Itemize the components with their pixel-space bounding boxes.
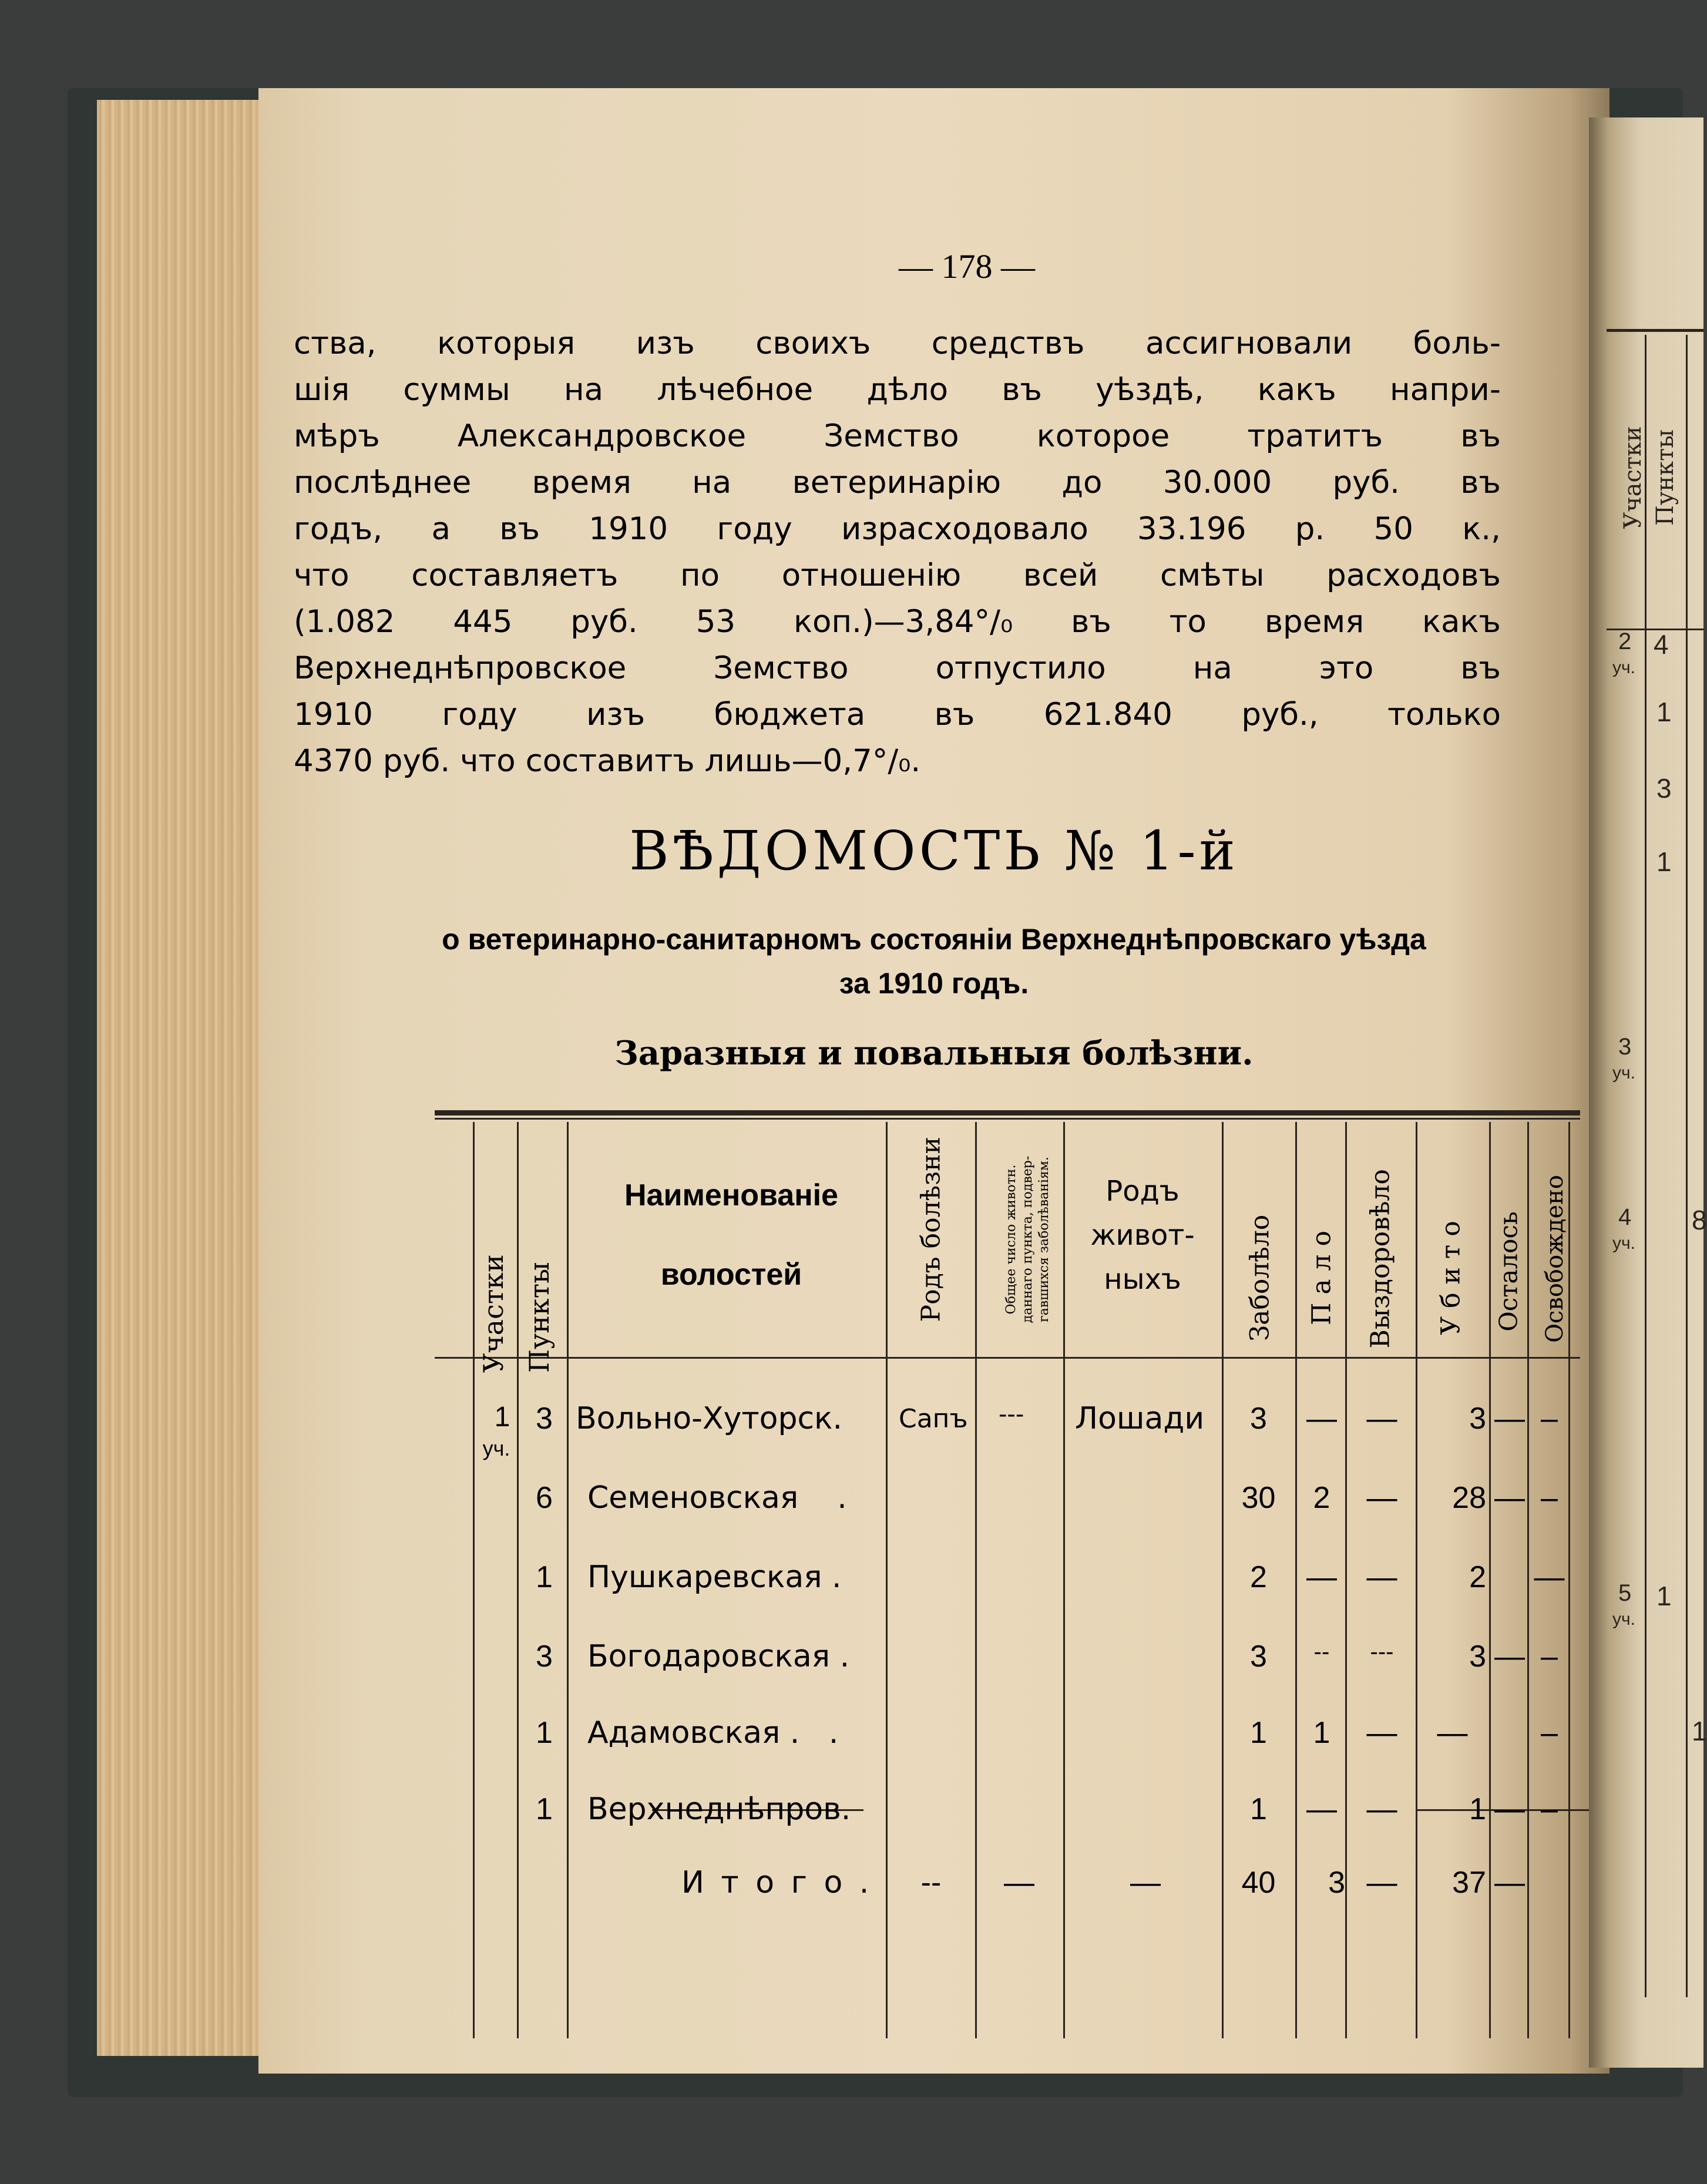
cell-zabolelo: 30 (1241, 1481, 1276, 1515)
cell-punkty: 3 (536, 1639, 553, 1674)
body-line: 1910 году изъ бюджета въ 621.840 руб., только (294, 697, 1501, 733)
header-naimenovanie: Наименованіе (624, 1178, 838, 1212)
cell-zabolelo: 3 (1250, 1402, 1267, 1436)
total-ostalos: — (1494, 1866, 1525, 1900)
table-top-rule (435, 1110, 1580, 1115)
header-rod-bolezni: Родъ болѣзни (916, 1137, 946, 1322)
total-zhivotnye: — (1130, 1866, 1161, 1900)
cell-palo: — (1306, 1560, 1337, 1594)
cell-vyzdorovelo: — (1366, 1402, 1397, 1436)
cell-ostalos: — (1494, 1481, 1525, 1515)
cell-zhivotnye: Лошади (1075, 1401, 1205, 1436)
cell-palo: 2 (1313, 1481, 1330, 1515)
cell-ubito: 1 (1469, 1792, 1486, 1826)
right-uch-label: уч. (1612, 1063, 1635, 1083)
table-column-line (517, 1122, 519, 2038)
cell-palo: -- (1313, 1639, 1330, 1665)
body-line: ства, которыя изъ своихъ средствъ ассигновали боль- (294, 325, 1501, 361)
cell-vyzdorovelo: — (1366, 1716, 1397, 1750)
section-title: Заразныя и повальныя болѣзни. (614, 1034, 1254, 1073)
cell-volost: Пушкаревская . (587, 1560, 842, 1595)
cell-ubito: 3 (1469, 1402, 1486, 1436)
cell-ubito: — (1437, 1716, 1468, 1750)
right-punkt: 8 (1692, 1205, 1707, 1235)
header-obshchee-chislo (1003, 1140, 1053, 1339)
cell-palo: 1 (1313, 1716, 1330, 1750)
right-punkt: 1 (1656, 697, 1672, 727)
right-column-line (1686, 335, 1688, 1997)
header-ubito: У б и т о (1436, 1221, 1466, 1335)
cell-ostalos: — (1494, 1402, 1525, 1436)
cell-zabolelo: 1 (1250, 1716, 1267, 1750)
table-column-line (1222, 1122, 1224, 2038)
cell-volost: Верхнеднѣпров. (587, 1792, 851, 1827)
header-volostey: волостей (660, 1258, 802, 1292)
header-uchastki: Участки (478, 1254, 509, 1373)
table-column-line (1295, 1122, 1297, 2038)
document-subheading: о ветеринарно-санитарномъ состояніи Верхнеднѣпровскаго уѣзда (442, 923, 1426, 956)
header-osvobozhdeno: Освобождено (1541, 1175, 1568, 1343)
cell-volost: Семеновская . (587, 1480, 847, 1516)
right-header-punkty: Пункты (1652, 429, 1679, 526)
right-uch-label: уч. (1612, 658, 1635, 677)
cell-osvobozhdeno: — (1534, 1560, 1565, 1594)
cell-punkty: 6 (536, 1481, 553, 1515)
cell-bolezn: Сапъ (899, 1404, 968, 1434)
cell-volost: Вольно-Хуторск. (576, 1401, 842, 1436)
document-subheading-year: за 1910 годъ. (839, 967, 1029, 1000)
table-column-line (473, 1122, 475, 2038)
header-obshchee-line: даннаго пункта, подвер- (1020, 1155, 1035, 1323)
total-bolezn: -- (920, 1866, 942, 1900)
body-line: Верхнеднѣпровское Земство отпустило на это въ (294, 650, 1501, 686)
cell-osvobozhdeno: – (1541, 1716, 1558, 1750)
cell-ubito: 3 (1469, 1639, 1486, 1674)
table-column-line (1568, 1122, 1570, 2038)
table-column-line (1489, 1122, 1491, 2038)
header-punkty: Пункты (523, 1262, 555, 1373)
body-line: что составляетъ по отношенію всей смѣты расходовъ (294, 557, 1501, 593)
body-paragraph (294, 320, 1501, 784)
cell-vyzdorovelo: — (1366, 1481, 1397, 1515)
cell-osvobozhdeno: – (1541, 1481, 1558, 1515)
cell-ostalos: — (1494, 1792, 1525, 1826)
cell-obshchee: --- (999, 1401, 1024, 1428)
right-uch: 2 (1618, 629, 1632, 654)
table-column-line (1527, 1122, 1529, 2038)
right-uch: 4 (1618, 1204, 1632, 1230)
table-column-line (567, 1122, 569, 2038)
body-line: мѣръ Александровское Земство которое тратитъ въ (294, 418, 1501, 454)
table-column-line (1063, 1122, 1065, 2038)
cell-volost: Адамовская . . (587, 1715, 839, 1750)
header-obshchee-line: гавшихся заболѣваніям. (1037, 1157, 1051, 1322)
cell-punkty: 3 (536, 1402, 553, 1436)
total-zabolelo: 40 (1241, 1866, 1276, 1900)
cell-volost: Богодаровская . (587, 1639, 850, 1674)
cell-punkty: 1 (536, 1560, 553, 1594)
cell-palo: — (1306, 1402, 1337, 1436)
uchastok-number: 1 (494, 1402, 510, 1433)
total-obshchee: — (1004, 1866, 1034, 1900)
header-rod-zhivotnykh-1: Родъ (1105, 1175, 1180, 1208)
cell-ostalos: — (1494, 1639, 1525, 1674)
body-line: шія суммы на лѣчебное дѣло въ уѣздѣ, какъ напри- (294, 372, 1501, 408)
table-column-line (1345, 1122, 1347, 2038)
header-rod-zhivotnykh-3: ныхъ (1104, 1263, 1181, 1296)
cell-palo: — (1306, 1792, 1337, 1826)
right-header-uchastki: Участки (1619, 426, 1646, 529)
right-uch-label: уч. (1612, 1610, 1635, 1629)
total-vyzdorovelo: — (1366, 1866, 1397, 1900)
total-ubito: 37 (1452, 1866, 1486, 1900)
header-obshchee-line: Общее число животн. (1004, 1164, 1019, 1315)
total-label: И т о г о . (681, 1865, 873, 1900)
cell-ubito: 28 (1452, 1481, 1486, 1515)
cell-osvobozhdeno: – (1541, 1792, 1558, 1826)
body-line: (1.082 445 руб. 53 коп.)—3,84°/₀ въ то время какъ (294, 604, 1501, 640)
page-number: — 178 — (899, 247, 1035, 285)
right-table-rule (1607, 329, 1703, 332)
header-palo: П а л о (1306, 1231, 1337, 1326)
right-punkt: 1 (1656, 846, 1672, 877)
body-line: послѣднее время на ветеринарію до 30.000 руб. въ (294, 465, 1501, 500)
cell-osvobozhdeno: – (1541, 1639, 1558, 1674)
cell-vyzdorovelo: — (1366, 1792, 1397, 1826)
body-line: 4370 руб. что составитъ лишь—0,7°/₀. (294, 743, 921, 779)
header-vyzdorovelo: Выздоровѣло (1365, 1169, 1396, 1349)
right-punkt: 1 (1692, 1716, 1707, 1746)
page-edges (97, 100, 267, 2056)
cell-zabolelo: 3 (1250, 1639, 1267, 1674)
cell-zabolelo: 2 (1250, 1560, 1267, 1594)
body-line: годъ, а въ 1910 году израсходовало 33.196 р. 50 к., (294, 511, 1501, 547)
right-uch: 3 (1618, 1034, 1632, 1060)
table-column-line (1416, 1122, 1417, 2038)
total-palo: 3 (1328, 1866, 1345, 1900)
table-column-line (886, 1122, 888, 2038)
right-uch: 5 (1618, 1580, 1632, 1606)
cell-punkty: 1 (536, 1792, 553, 1826)
table-column-line (975, 1122, 977, 2038)
right-punkt: 1 (1656, 1581, 1672, 1611)
header-zabolelo: Заболѣло (1245, 1214, 1275, 1342)
cell-zabolelo: 1 (1250, 1792, 1267, 1826)
header-ostalos: Осталось (1494, 1211, 1523, 1332)
table-header-rule (435, 1357, 1580, 1359)
table-top-rule-thin (435, 1118, 1580, 1120)
right-punkt: 4 (1654, 629, 1669, 660)
uchastok-label: уч. (482, 1436, 510, 1460)
cell-vyzdorovelo: — (1366, 1560, 1397, 1594)
document-heading: ВѢДОМОСТЬ № 1-й (629, 819, 1239, 882)
right-page (1589, 117, 1707, 2068)
right-uch-label: уч. (1612, 1234, 1635, 1253)
right-column-line (1645, 335, 1646, 1997)
cell-ubito: 2 (1469, 1560, 1486, 1594)
cell-osvobozhdeno: – (1541, 1402, 1558, 1436)
cell-vyzdorovelo: --- (1370, 1639, 1394, 1665)
right-punkt: 3 (1656, 773, 1672, 804)
cell-punkty: 1 (536, 1716, 553, 1750)
header-rod-zhivotnykh-2: живот- (1090, 1219, 1195, 1252)
